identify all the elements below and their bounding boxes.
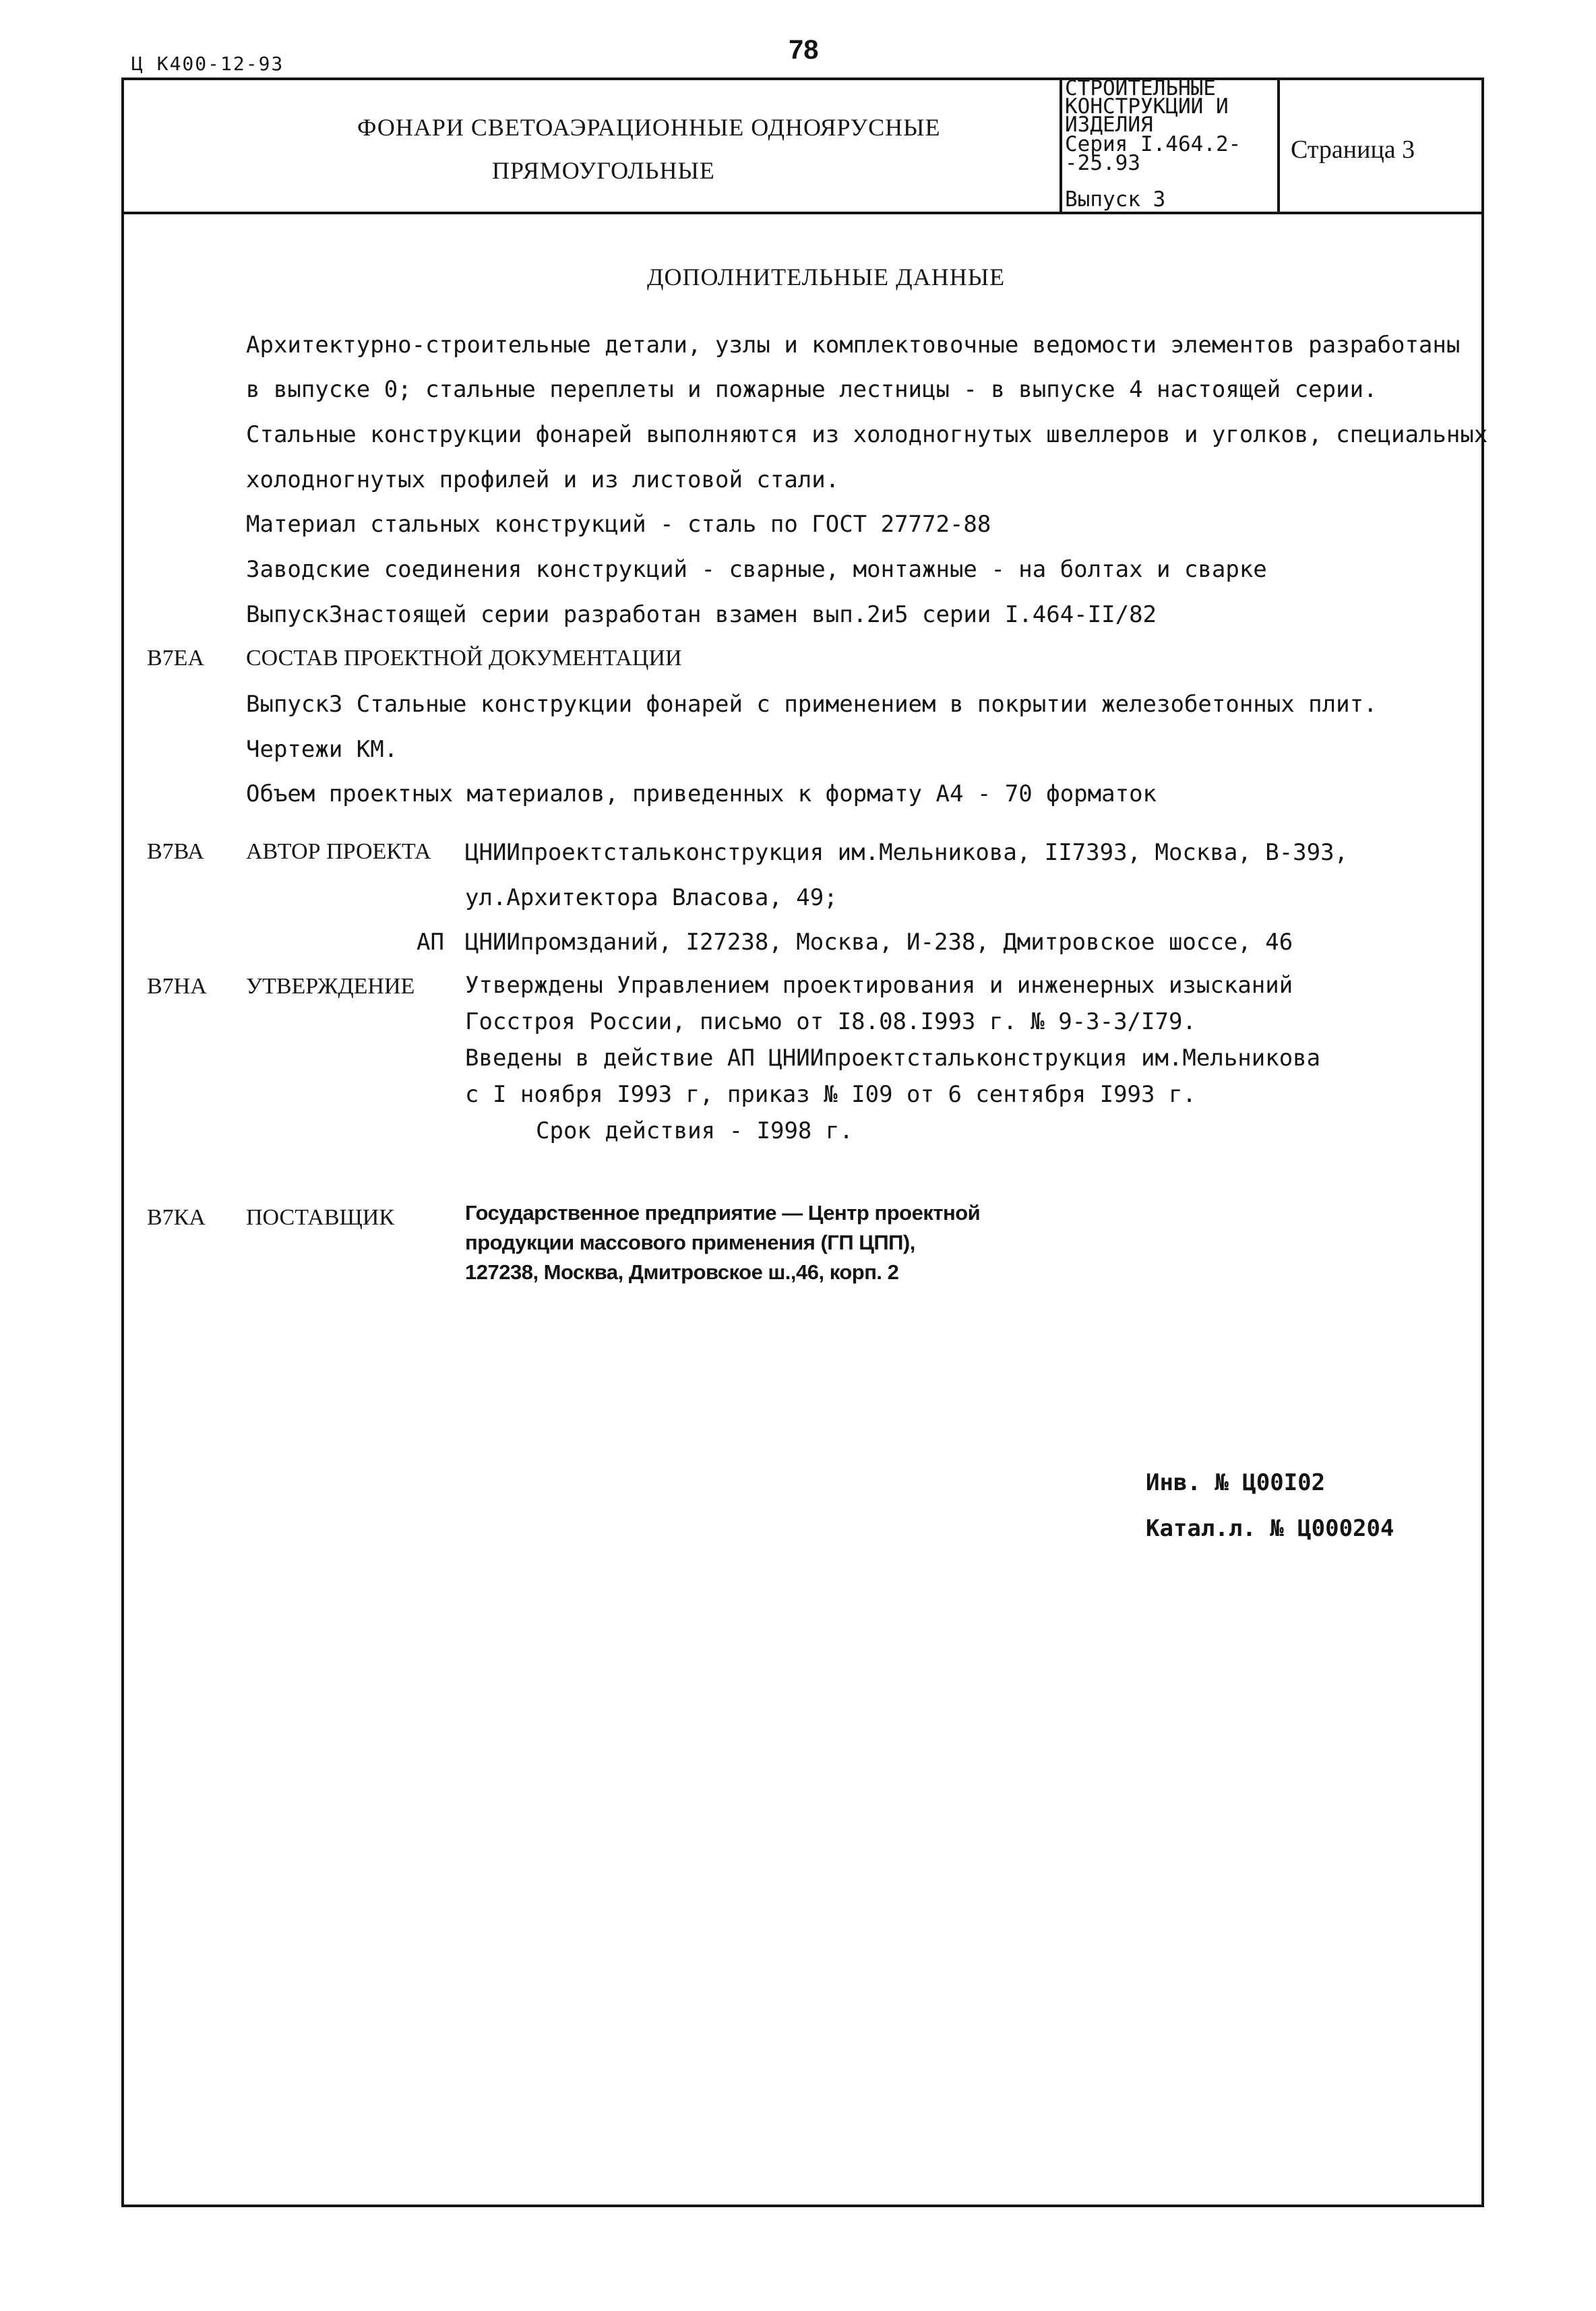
main-title-line1: ФОНАРИ СВЕТОАЭРАЦИОННЫЕ ОДНОЯРУСНЫЕ — [357, 114, 941, 141]
author-line: ЦНИИпроектстальконструкция им.Мельникова, II7393, Москва, В-393, — [465, 839, 1349, 866]
composition-line: Чертежи КМ. — [246, 736, 398, 763]
approval-code: В7НА — [147, 974, 207, 999]
paragraph-line: Выпуск3настоящей серии разработан взамен вып.2и5 серии I.464-II/82 — [246, 601, 1157, 628]
approval-line: Срок действия - I998 г. — [536, 1117, 853, 1144]
composition-label: СОСТАВ ПРОЕКТНОЙ ДОКУМЕНТАЦИИ — [246, 646, 682, 671]
section-heading: ДОПОЛНИТЕЛЬНЫЕ ДАННЫЕ — [647, 264, 1006, 290]
approval-line: Утверждены Управлением проектирования и инженерных изысканий — [465, 972, 1293, 999]
paragraph-line: в выпуске 0; стальные переплеты и пожарные лестницы - в выпуске 4 настоящей серии. — [246, 376, 1378, 403]
approval-line: с I ноября I993 г, приказ № I09 от 6 сентября I993 г. — [465, 1081, 1196, 1108]
catalog-number: Катал.л. № Ц000204 — [1146, 1515, 1394, 1542]
series-line: Серия I.464.2- — [1065, 132, 1241, 156]
paragraph-line: Архитектурно-строительные детали, узлы и комплектовочные ведомости элементов разработаны — [246, 332, 1461, 359]
series-line: КОНСТРУКЦИИ И — [1065, 94, 1229, 119]
title-block-divider — [1060, 78, 1062, 214]
author-label: АВТОР ПРОЕКТА — [246, 839, 431, 864]
inventory-number: Инв. № Ц00I02 — [1146, 1469, 1326, 1496]
title-block-divider — [1277, 78, 1280, 214]
series-line: СТРОИТЕЛЬНЫЕ — [1065, 76, 1216, 100]
supplier-line: 127238, Москва, Дмитровское ш.,46, корп. 2 — [465, 1260, 899, 1284]
series-line: -25.93 — [1065, 151, 1140, 175]
approval-line: Введены в действие АП ЦНИИпроектстальконструкция им.Мельникова — [465, 1045, 1321, 1072]
document-code: Ц К400-12-93 — [131, 53, 284, 75]
approval-line: Госстроя России, письмо от I8.08.I993 г. № 9-3-3/I79. — [465, 1008, 1196, 1035]
series-line: ИЗДЕЛИЯ — [1065, 113, 1153, 137]
paragraph-line: холодногнутых профилей и из листовой стали. — [246, 466, 840, 493]
ap-line: ЦНИИпромзданий, I27238, Москва, И-238, Дмитровское шоссе, 46 — [465, 929, 1293, 956]
supplier-line: продукции массового применения (ГП ЦПП), — [465, 1231, 915, 1254]
page-label: Страница 3 — [1291, 135, 1415, 164]
supplier-code: В7КА — [147, 1205, 206, 1230]
composition-line: Объем проектных материалов, приведенных к формату А4 - 70 форматок — [246, 780, 1157, 807]
paragraph-line: Материал стальных конструкций - сталь по ГОСТ 27772-88 — [246, 511, 991, 538]
paragraph-line: Стальные конструкции фонарей выполняются из холодногнутых швеллеров и уголков, специальных — [246, 421, 1488, 448]
paragraph-line: Заводские соединения конструкций - сварные, монтажные - на болтах и сварке — [246, 556, 1267, 583]
author-line: ул.Архитектора Власова, 49; — [465, 884, 838, 911]
composition-line: Выпуск3 Стальные конструкции фонарей с применением в покрытии железобетонных плит. — [246, 691, 1378, 718]
supplier-label: ПОСТАВЩИК — [246, 1205, 395, 1230]
series-line: Выпуск 3 — [1065, 187, 1166, 212]
page-number: 78 — [789, 35, 819, 65]
composition-code: В7ЕА — [147, 646, 204, 671]
approval-label: УТВЕРЖДЕНИЕ — [246, 974, 415, 999]
ap-label: АП — [417, 929, 444, 956]
author-code: В7ВА — [147, 839, 204, 864]
main-title-line2: ПРЯМОУГОЛЬНЫЕ — [492, 157, 715, 184]
supplier-line: Государственное предприятие — Центр проектной — [465, 1201, 981, 1225]
